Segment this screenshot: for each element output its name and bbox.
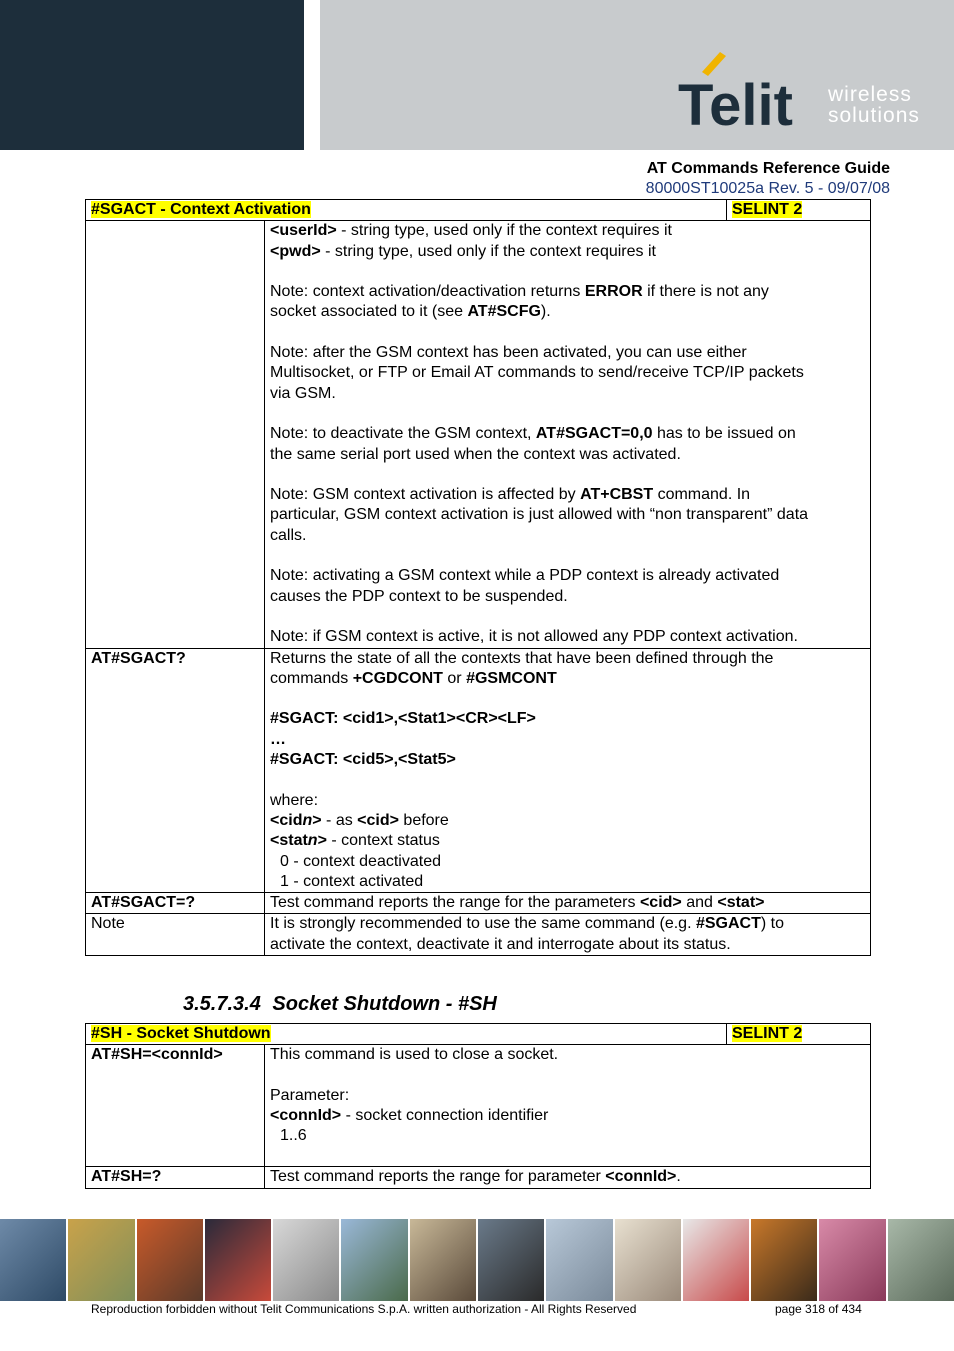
- section-number: 3.5.7.3.4: [183, 993, 261, 1015]
- sgact-read-cmd: AT#SGACT?: [86, 648, 265, 893]
- param-pwd: <pwd> - string type, used only if the context requires it: [270, 242, 656, 260]
- footer-photo: [546, 1219, 612, 1301]
- sgact-params-desc-cell: <userId> - string type, used only if the context requires it <pwd> - string type, used only if the context requires it Note: context activation/deactivation returns ERROR if there is not any socket associated to it (see AT#SCFG). Note: after the GSM context has been activated, you can use either Multisocket, or FTP or Email AT commands to send/receive TCP/IP packets via GSM. Note: to deactivate the GSM context, AT#SGACT=0,0 has to be issued on the same serial port used when the context was activated. Note: GSM context activation is affected by AT+CBST command. In particular, GSM context activation is just allowed with “non transparent” data calls. Note: activating a GSM context while a PDP context is already activated causes the PDP context to be suspended. Note: if GSM context is active, it is not allowed any PDP context activation.: [265, 221, 871, 648]
- sh-set-cmd: AT#SH=<connId>: [86, 1045, 265, 1167]
- param-userid: <userId> - string type, used only if the context requires it: [270, 222, 672, 240]
- sgact-row-test: [86, 893, 871, 914]
- sh-test-desc: Test command reports the range for parameter <connId>.: [265, 1167, 871, 1188]
- sgact-table: [85, 199, 871, 956]
- footer-photo: [888, 1219, 954, 1301]
- footer-photo: [819, 1219, 885, 1301]
- note-deactivate: Note: to deactivate the GSM context, AT#SGACT=0,0 has to be issued on: [270, 425, 796, 443]
- logo-tagline-line1: wireless: [828, 83, 912, 106]
- sgact-row-note: [86, 914, 871, 956]
- document-revision: 80000ST10025a Rev. 5 - 09/07/08: [645, 180, 890, 197]
- footer-copyright: Reproduction forbidden without Telit Communications S.p.A. written authorization - All Rights Reserved: [91, 1302, 637, 1316]
- sgact-selint: SELINT 2: [732, 201, 803, 218]
- footer-photo: [683, 1219, 749, 1301]
- telit-logo: [676, 52, 936, 132]
- footer-photo: [0, 1219, 66, 1301]
- footer-photo: [478, 1219, 544, 1301]
- sgact-row-read: [86, 648, 871, 893]
- logo-tagline-line2: solutions: [828, 104, 920, 127]
- sgact-header-cell: [86, 200, 727, 221]
- note-error: Note: context activation/deactivation returns ERROR if there is not any: [270, 283, 769, 301]
- footer-photo: [137, 1219, 203, 1301]
- sh-set-desc: This command is used to close a socket. Parameter: <connId> - socket connection identifier 1..6: [265, 1045, 871, 1167]
- sh-table-header: [86, 1024, 871, 1045]
- note-pdp-suspend: Note: activating a GSM context while a PDP context is already activated: [270, 567, 780, 585]
- footer-photo: [68, 1219, 134, 1301]
- footer-photo: [410, 1219, 476, 1301]
- footer-page-number: page 318 of 434: [775, 1302, 862, 1316]
- footer-photo: [205, 1219, 271, 1301]
- section-heading: [183, 993, 497, 1016]
- note-cbst: Note: GSM context activation is affected by AT+CBST command. In: [270, 486, 751, 504]
- sh-selint: SELINT 2: [732, 1025, 803, 1042]
- sh-selint-cell: [727, 1024, 871, 1045]
- sgact-read-desc: Returns the state of all the contexts that have been defined through the commands +CGDCONT or #GSMCONT #SGACT: <cid1>,<Stat1><CR><LF> … #SGACT: <cid5>,<Stat5> where: <cidn> - as <cid> before <statn> - context status 0 - context deactivated 1 - context activated: [265, 648, 871, 893]
- logo-wordmark: Telit: [678, 73, 793, 132]
- document-title: AT Commands Reference Guide: [646, 160, 890, 177]
- header-dark-panel: [0, 0, 304, 150]
- sgact-test-cmd: AT#SGACT=?: [86, 893, 265, 914]
- sh-header-cell: [86, 1024, 727, 1045]
- sgact-row-params: [86, 221, 871, 648]
- note-pdp-not-allowed: Note: if GSM context is active, it is not allowed any PDP context activation.: [270, 628, 798, 646]
- sh-row-set: [86, 1045, 871, 1167]
- sgact-params-cmd-cell: [86, 221, 265, 648]
- sgact-note-desc: It is strongly recommended to use the same command (e.g. #SGACT) to activate the context, deactivate it and interrogate about its status.: [265, 914, 871, 956]
- logo-tagline: [828, 84, 920, 126]
- footer-photo: [273, 1219, 339, 1301]
- footer-photo: [341, 1219, 407, 1301]
- sgact-header-title: #SGACT - Context Activation: [91, 201, 311, 218]
- footer-photo: [751, 1219, 817, 1301]
- sgact-note-label: Note: [86, 914, 265, 956]
- sh-row-test: [86, 1167, 871, 1188]
- footer-photo: [615, 1219, 681, 1301]
- telit-logo-mark: [676, 52, 826, 132]
- footer-photo-strip: [0, 1219, 954, 1301]
- sgact-table-header: [86, 200, 871, 221]
- sh-header-title: #SH - Socket Shutdown: [91, 1025, 271, 1042]
- sgact-test-desc: Test command reports the range for the parameters <cid> and <stat>: [265, 893, 871, 914]
- note-multisocket: Note: after the GSM context has been activated, you can use either: [270, 344, 747, 362]
- sgact-selint-cell: [727, 200, 871, 221]
- sh-test-cmd: AT#SH=?: [86, 1167, 265, 1188]
- sh-table: [85, 1023, 871, 1189]
- section-title: Socket Shutdown - #SH: [272, 993, 497, 1015]
